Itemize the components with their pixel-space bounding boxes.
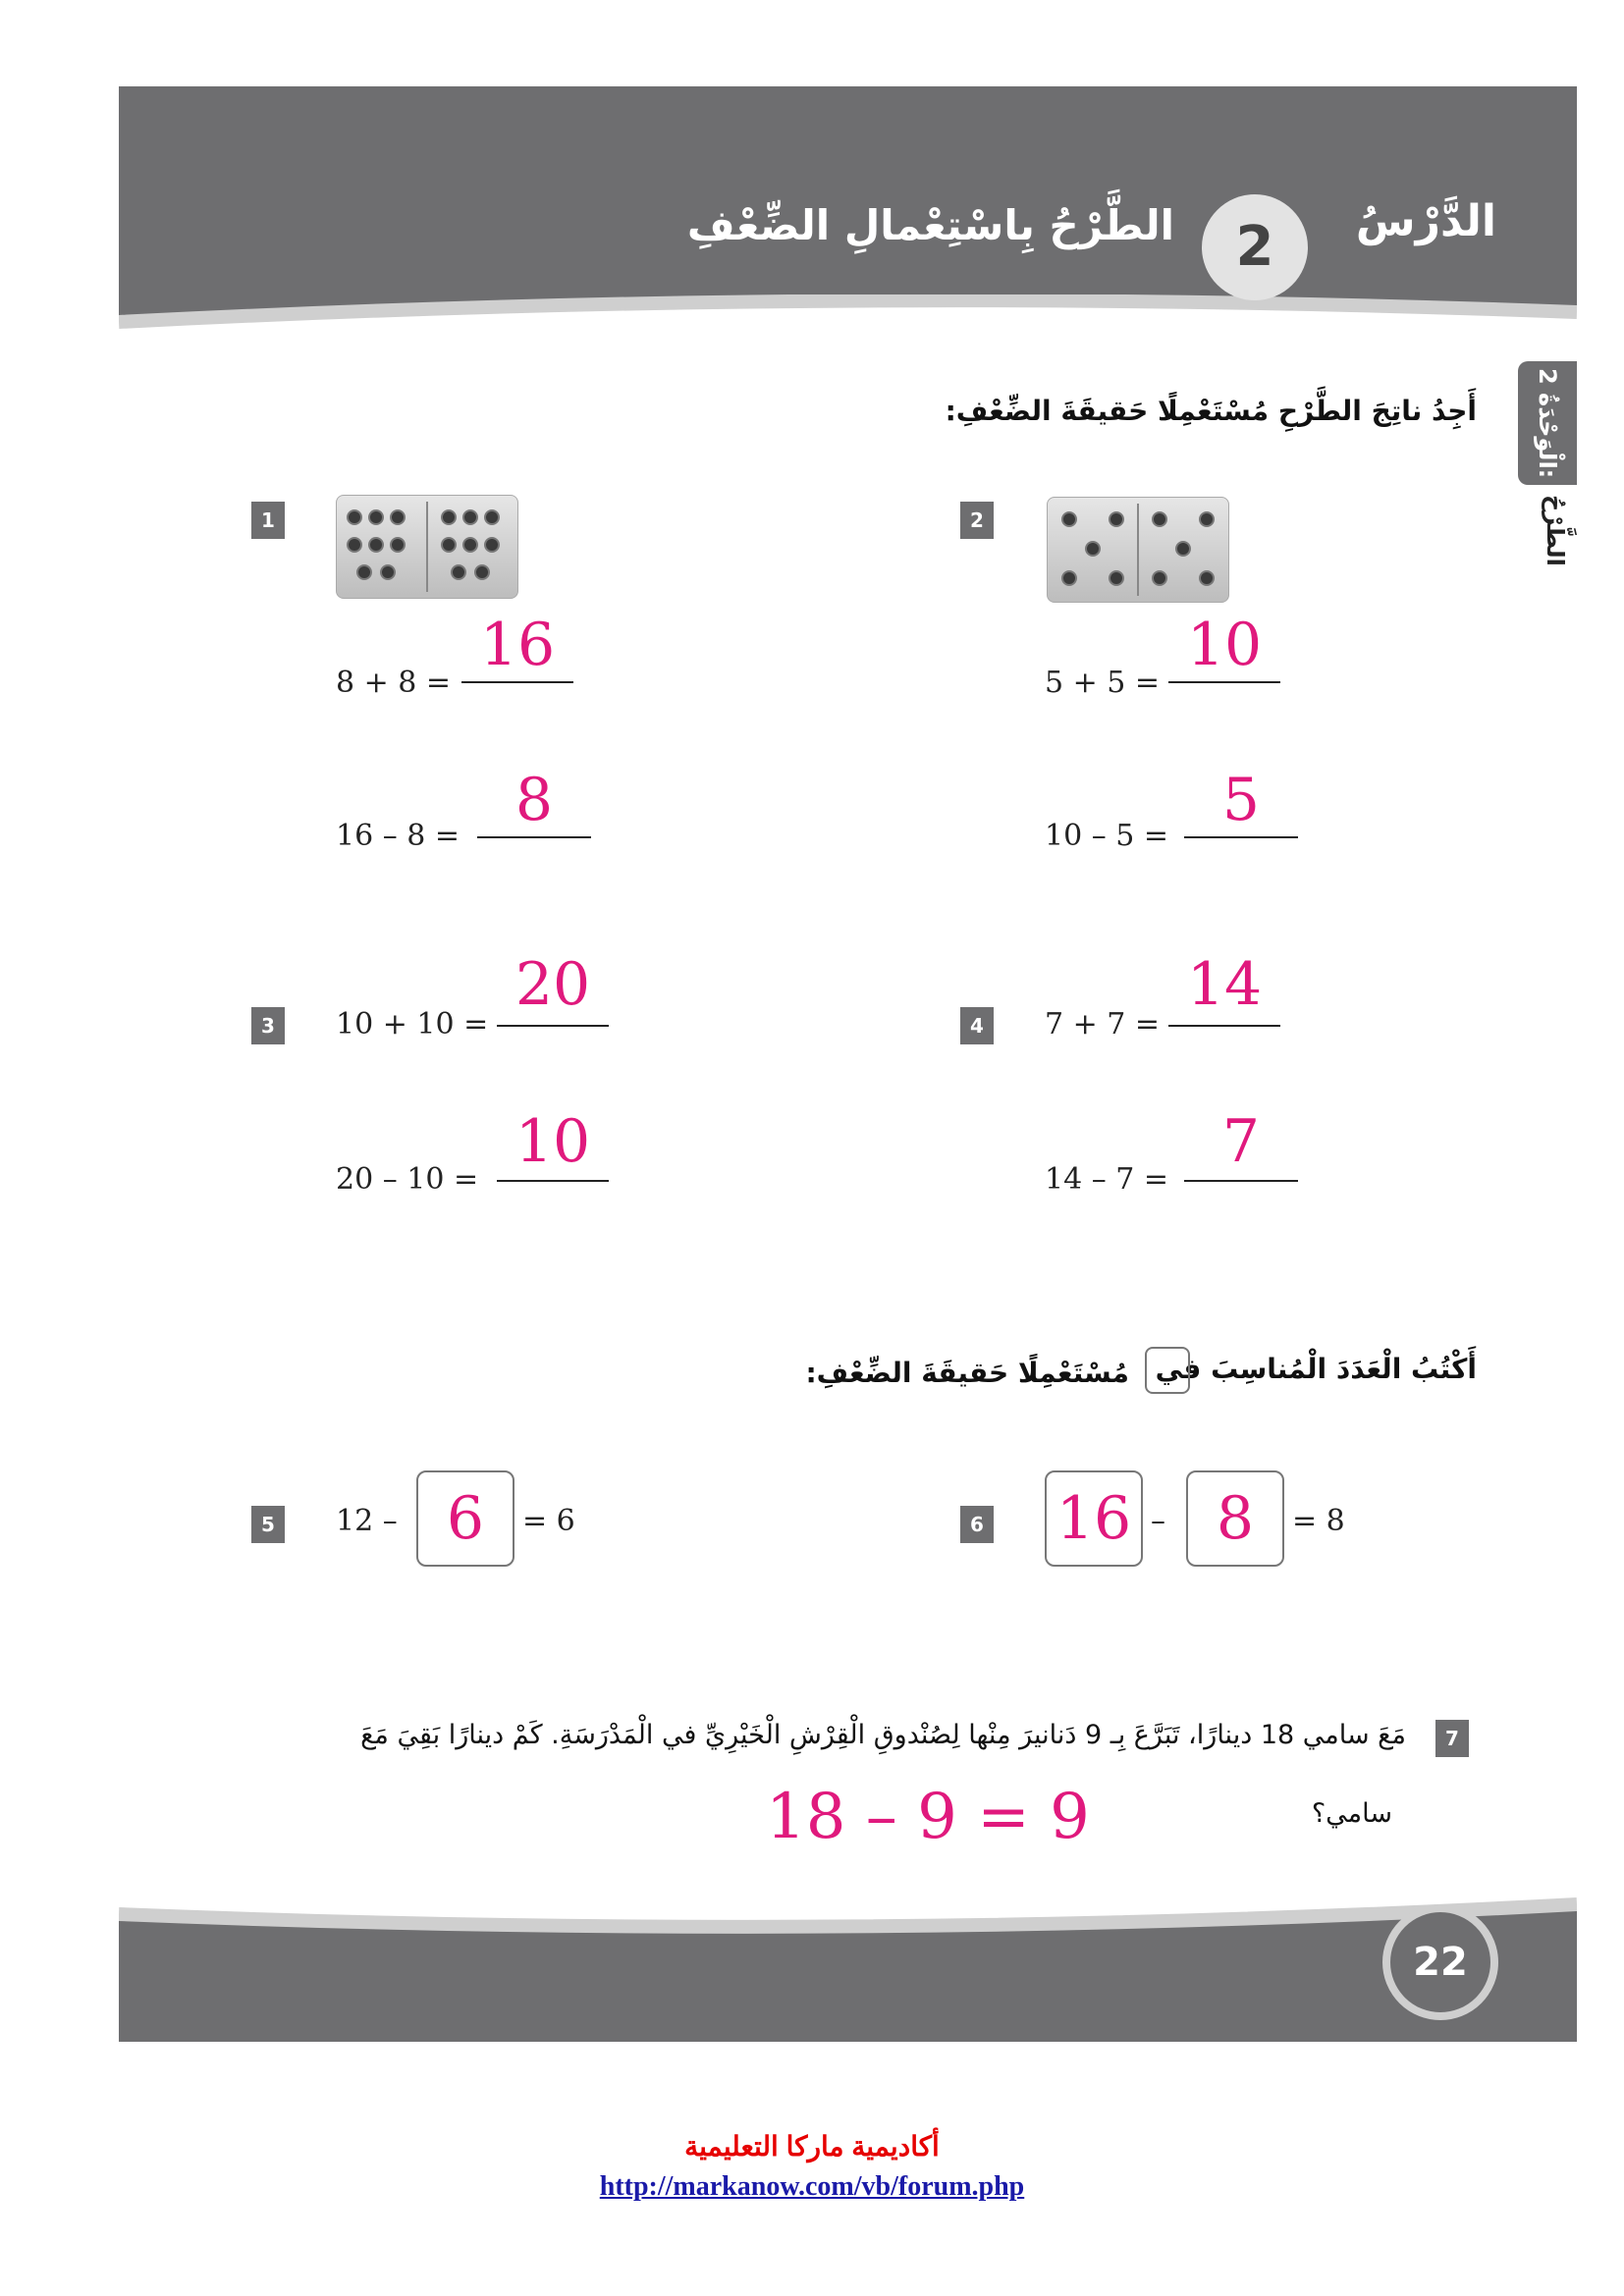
lesson-label: الدَّرْسُ (1355, 196, 1496, 246)
exercise-6-answer2: 8 (1216, 1484, 1255, 1553)
exercise-3-eq1: 10 + 10 = (336, 1007, 489, 1041)
exercise-5-left: 12 – (336, 1504, 398, 1538)
exercise-6-answer1: 16 (1056, 1484, 1132, 1553)
exercise-1-eq2: 16 – 8 = (336, 819, 460, 853)
exercise-1-answer2: 8 (514, 766, 554, 834)
exercise-2-answer2: 5 (1221, 766, 1261, 834)
lesson-number: 2 (1202, 194, 1308, 300)
page-number: 22 (1382, 1904, 1498, 2020)
unit-tab-topic: الطَّرْحُ (1542, 494, 1569, 566)
answer-line (1168, 1025, 1280, 1027)
exercise-3-answer1: 20 (514, 950, 591, 1019)
exercise-3-eq2: 20 – 10 = (336, 1162, 479, 1197)
domino-8-8 (336, 495, 518, 599)
domino-5-5 (1047, 497, 1229, 603)
exercise-7-number: 7 (1435, 1720, 1469, 1757)
exercise-6-number: 6 (960, 1506, 994, 1543)
lesson-title: الطَّرْحُ بِاسْتِعْمالِ الضِّعْفِ (686, 201, 1174, 249)
answer-line (1168, 681, 1280, 683)
exercise-4-eq1: 7 + 7 = (1045, 1007, 1161, 1041)
answer-line (1184, 836, 1298, 838)
exercise-5-box[interactable] (416, 1470, 514, 1567)
unit-tab-label: الْوَحْدَةُ 2: (1534, 367, 1561, 479)
exercise-2-number: 2 (960, 502, 994, 539)
header-curve (119, 294, 1577, 353)
instruction-2-start: أَكْتُبُ الْعَدَدَ الْمُناسِبَ في (1155, 1353, 1477, 1385)
answer-line (497, 1180, 609, 1182)
academy-link[interactable]: http://markanow.com/vb/forum.php (599, 2171, 1025, 2202)
exercise-2-eq2: 10 – 5 = (1045, 819, 1169, 853)
footer-curve (119, 1865, 1577, 1944)
exercise-2-answer1: 10 (1186, 611, 1263, 679)
instruction-2-end: مُسْتَعْمِلًا حَقيقَةَ الضِّعْفِ: (805, 1357, 1129, 1389)
exercise-6-box1[interactable] (1045, 1470, 1143, 1567)
exercise-4-answer2: 7 (1221, 1107, 1261, 1176)
academy-name: أكاديمية ماركا التعليمية (684, 2131, 940, 2162)
exercise-4-answer1: 14 (1186, 950, 1263, 1019)
word-problem-answer: 18 – 9 = 9 (766, 1781, 1090, 1853)
word-problem-line2: سامي؟ (1311, 1798, 1392, 1829)
exercise-1-answer1: 16 (479, 611, 556, 679)
exercise-4-number: 4 (960, 1007, 994, 1044)
exercise-5-number: 5 (251, 1506, 285, 1543)
exercise-5-right: = 6 (522, 1504, 575, 1538)
exercise-1-eq1: 8 + 8 = (336, 666, 452, 700)
answer-line (497, 1025, 609, 1027)
word-problem-line1: مَعَ سامي 18 دينارًا، تَبَرَّعَ بِـ 9 دَنانيرَ مِنْها لِصُنْدوقِ الْقِرْشِ الْخَيْرِيِّ في الْمَدْرَسَةِ. كَمْ دينارًا بَقِيَ مَعَ (360, 1720, 1406, 1750)
exercise-3-number: 3 (251, 1007, 285, 1044)
exercise-2-eq1: 5 + 5 = (1045, 666, 1161, 700)
blank-box-sample (1145, 1347, 1190, 1394)
instruction-1: أَجِدُ ناتِجَ الطَّرْحِ مُسْتَعْمِلًا حَقيقَةَ الضِّعْفِ: (945, 395, 1477, 427)
exercise-6-right: = 8 (1292, 1504, 1345, 1538)
answer-line (1184, 1180, 1298, 1182)
exercise-1-number: 1 (251, 502, 285, 539)
answer-line (461, 681, 573, 683)
exercise-3-answer2: 10 (514, 1107, 591, 1176)
exercise-5-answer: 6 (446, 1484, 485, 1553)
answer-line (477, 836, 591, 838)
exercise-6-box2[interactable] (1186, 1470, 1284, 1567)
exercise-4-eq2: 14 – 7 = (1045, 1162, 1169, 1197)
exercise-6-minus: – (1151, 1504, 1165, 1538)
